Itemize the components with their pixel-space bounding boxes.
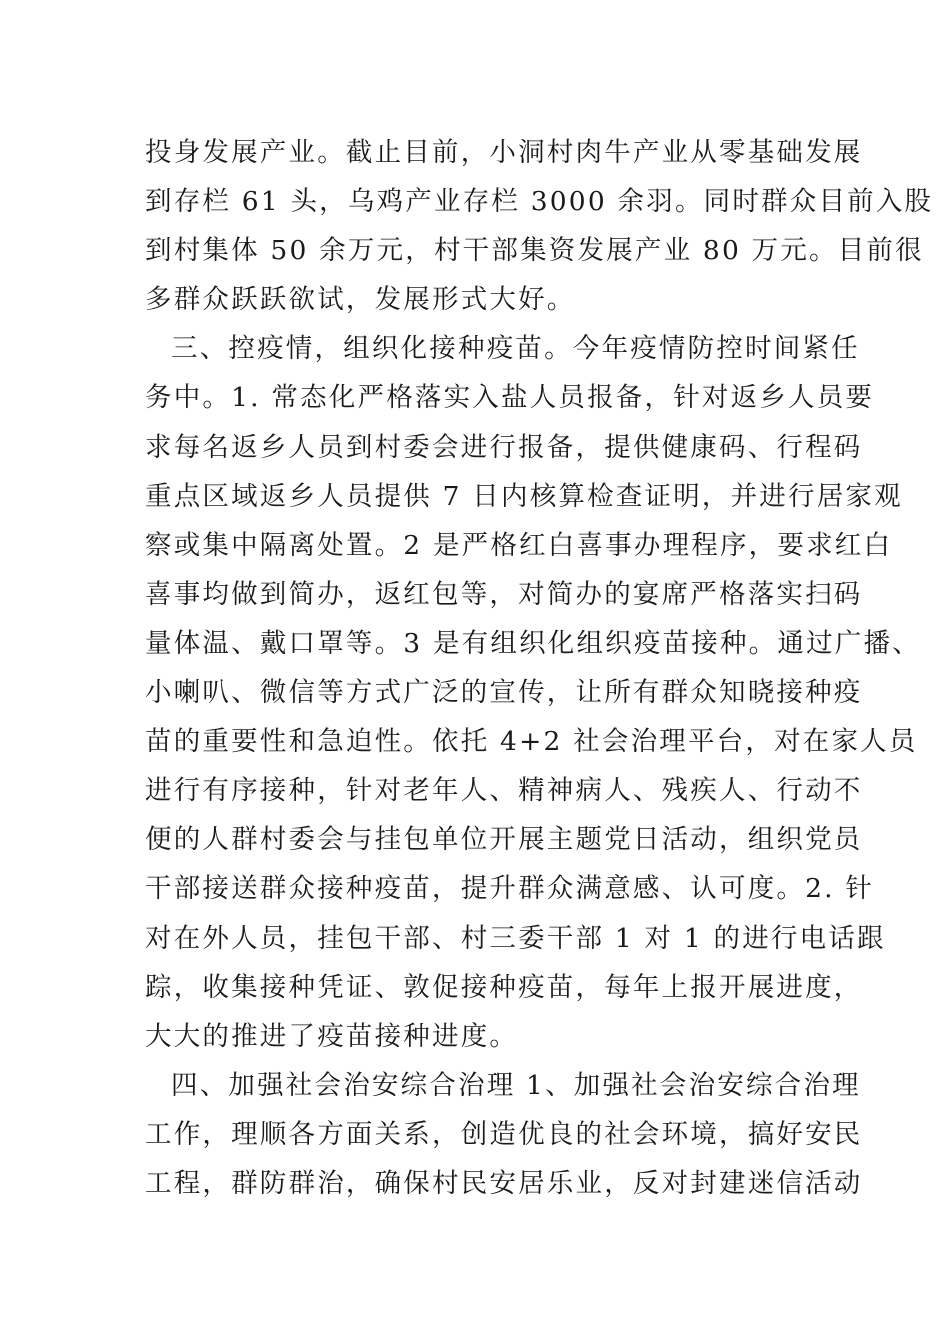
text-line: 量体温、戴口罩等。3 是有组织化组织疫苗接种。通过广播、 (145, 627, 921, 659)
text-line: 三、控疫情，组织化接种疫苗。今年疫情防控时间紧任 (171, 333, 860, 365)
paragraph-public-security (145, 1061, 863, 1208)
text-line: 踪，收集接种凭证、敦促接种疫苗，每年上报开展进度， (145, 971, 863, 1003)
text-line: 四、加强社会治安综合治理 1、加强社会治安综合治理 (171, 1069, 861, 1101)
text-line: 到存栏 61 头，乌鸡产业存栏 3000 余羽。同时群众目前入股 (145, 186, 934, 218)
text-line: 苗的重要性和急迫性。依托 4+2 社会治理平台，对在家人员 (145, 726, 918, 758)
text-line: 到村集体 50 余万元，村干部集资发展产业 80 万元。目前很 (145, 235, 924, 267)
text-line: 喜事均做到简办，返红包等，对简办的宴席严格落实扫码 (145, 578, 863, 610)
text-line: 工程，群防群治，确保村民安居乐业，反对封建迷信活动 (145, 1167, 863, 1199)
text-line: 干部接送群众接种疫苗，提升群众满意感、认可度。2. 针 (145, 873, 875, 905)
paragraph-epidemic-control (145, 324, 921, 1060)
text-line: 求每名返乡人员到村委会进行报备，提供健康码、行程码 (145, 431, 863, 463)
text-line: 进行有序接种，针对老年人、精神病人、残疾人、行动不 (145, 775, 863, 807)
text-line: 重点区域返乡人员提供 7 日内核算检查证明，并进行居家观 (145, 480, 903, 512)
paragraph-industry (145, 128, 934, 324)
text-line: 对在外人员，挂包干部、村三委干部 1 对 1 的进行电话跟 (145, 922, 886, 954)
text-line: 小喇叭、微信等方式广泛的宣传，让所有群众知晓接种疫 (145, 677, 863, 709)
text-line: 投身发展产业。截止目前，小洞村肉牛产业从零基础发展 (145, 137, 863, 168)
text-line: 多群众跃跃欲试，发展形式大好。 (145, 284, 576, 316)
document-body (145, 128, 934, 1208)
text-line: 察或集中隔离处置。2 是严格红白喜事办理程序，要求红白 (145, 529, 893, 561)
text-line: 务中。1. 常态化严格落实入盐人员报备，针对返乡人员要 (145, 382, 875, 414)
text-line: 大大的推进了疫苗接种进度。 (145, 1020, 519, 1052)
text-line: 便的人群村委会与挂包单位开展主题党日活动，组织党员 (145, 824, 863, 856)
text-line: 工作，理顺各方面关系，创造优良的社会环境，搞好安民 (145, 1118, 863, 1150)
